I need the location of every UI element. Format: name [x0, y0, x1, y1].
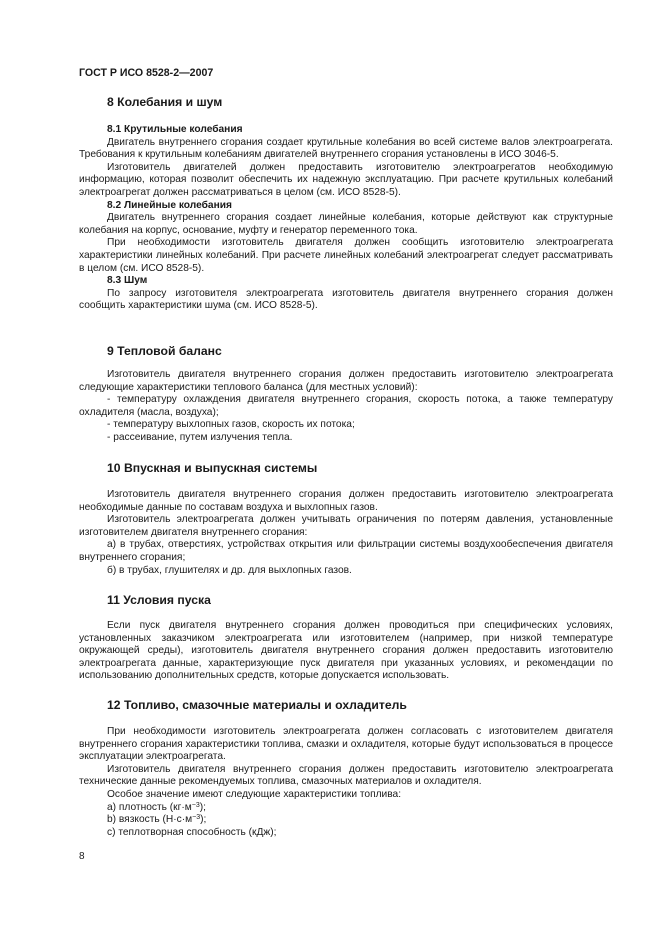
- section-11-body: [79, 620, 613, 683]
- section-12-title: 12 Топливо, смазочные материалы и охладитель: [107, 698, 407, 712]
- subsection-8-3-title: 8.3 Шум: [107, 275, 148, 287]
- paragraph: Изготовитель двигателя внутреннего сгорания должен предоставить изготовителю электроагрегата технические данные рекомендуемых топлива, смазочных материалов и охладителя.: [79, 763, 613, 788]
- subsection-8-1-title: 8.1 Крутильные колебания: [107, 124, 243, 135]
- document-header: ГОСТ Р ИСО 8528-2—2007: [79, 67, 214, 79]
- paragraph: Если пуск двигателя внутреннего сгорания должен проводиться при специфических условиях, установленных заказчиком электроагрегата или изготовителем (например, при низкой температуре окружающей среды), изготовитель двигателя внутреннего сгорания должен предоставить изготовителю электроагрегата данные, характеризующие пуск двигателя при указанных условиях, и рекомендации по использованию дополнительных средств, которые допускается использовать.: [79, 620, 613, 682]
- list-item: - температуру охлаждения двигателя внутреннего сгорания, скорость потока, а также температуру охладителя (масла, воздуха);: [79, 394, 613, 418]
- paragraph: Изготовитель двигателей должен предоставить изготовителю электроагрегатов необходимую информацию, которая позволит обеспечить их надежную эксплуатацию. При расчете крутильных колебаний электроагрегат должен рассматриваться в целом (см. ИСО 8528-5).: [79, 161, 613, 198]
- list-item: - рассеивание, путем излучения тепла.: [107, 431, 293, 443]
- section-10-body: [79, 489, 613, 577]
- list-item: c) теплотворная способность (кДж);: [107, 826, 277, 838]
- paragraph: Изготовитель электроагрегата должен учитывать ограничения по потерям давления, установленные изготовителем двигателя внутреннего сгорания:: [79, 514, 613, 538]
- list-item: - температуру выхлопных газов, скорость их потока;: [107, 419, 355, 431]
- section-8-title: 8 Колебания и шум: [107, 95, 223, 109]
- list-item: а) плотность $(кг\cdot м^{-3})$;: [107, 801, 206, 813]
- list-item: а) в трубах, отверстиях, устройствах открытия или фильтрации системы воздухообеспечения двигателя внутреннего сгорания;: [79, 539, 613, 563]
- section-9-title: 9 Тепловой баланс: [107, 344, 222, 358]
- paragraph: Особое значение имеют следующие характеристики топлива:: [107, 788, 402, 800]
- paragraph: Изготовитель двигателя внутреннего сгорания должен предоставить изготовителю электроагрегата следующие характеристики теплового баланса (для местных условий):: [79, 369, 613, 393]
- section-11-title: 11 Условия пуска: [107, 593, 211, 607]
- paragraph: По запросу изготовителя электроагрегата изготовитель двигателя внутреннего сгорания должен сообщить характеристики шума (см. ИСО 8528-5).: [79, 287, 613, 312]
- list-item: b) вязкость $(Н\cdot с\cdot м^{-3})$;: [107, 814, 207, 826]
- page-number: 8: [79, 851, 85, 862]
- section-12-body: [79, 726, 613, 839]
- paragraph: Изготовитель двигателя внутреннего сгорания должен предоставить изготовителю электроагрегата необходимые данные по составам воздуха и выхлопных газов.: [79, 489, 613, 513]
- section-9-body: [79, 369, 613, 445]
- subsection-8-2-title: 8.2 Линейные колебания: [107, 199, 232, 211]
- paragraph: Двигатель внутреннего сгорания создает линейные колебания, которые действуют как структурные колебания на корпус, основание, муфту и генератор переменного тока.: [79, 212, 613, 236]
- paragraph: При необходимости изготовитель двигателя должен сообщить изготовителю электроагрегата характеристики линейных колебаний. При расчете линейных колебаний электроагрегат следует рассматривать в целом (см. ИСО 8528-5).: [79, 237, 613, 274]
- section-10-title: 10 Впускная и выпускная системы: [107, 461, 318, 475]
- list-item: б) в трубах, глушителях и др. для выхлопных газов.: [107, 564, 352, 576]
- paragraph: При необходимости изготовитель электроагрегата должен согласовать с изготовителем двигателя внутреннего сгорания характеристики топлива, смазки и охладителя, которые будут использоваться в процессе эксплуатации электроагрегата.: [79, 726, 613, 763]
- section-8-body: [79, 124, 613, 313]
- paragraph: Двигатель внутреннего сгорания создает крутильные колебания во всей системе валов электроагрегата. Требования к крутильным колебаниям двигателей внутреннего сгорания установлены в ИСО 3046-5.: [79, 136, 613, 161]
